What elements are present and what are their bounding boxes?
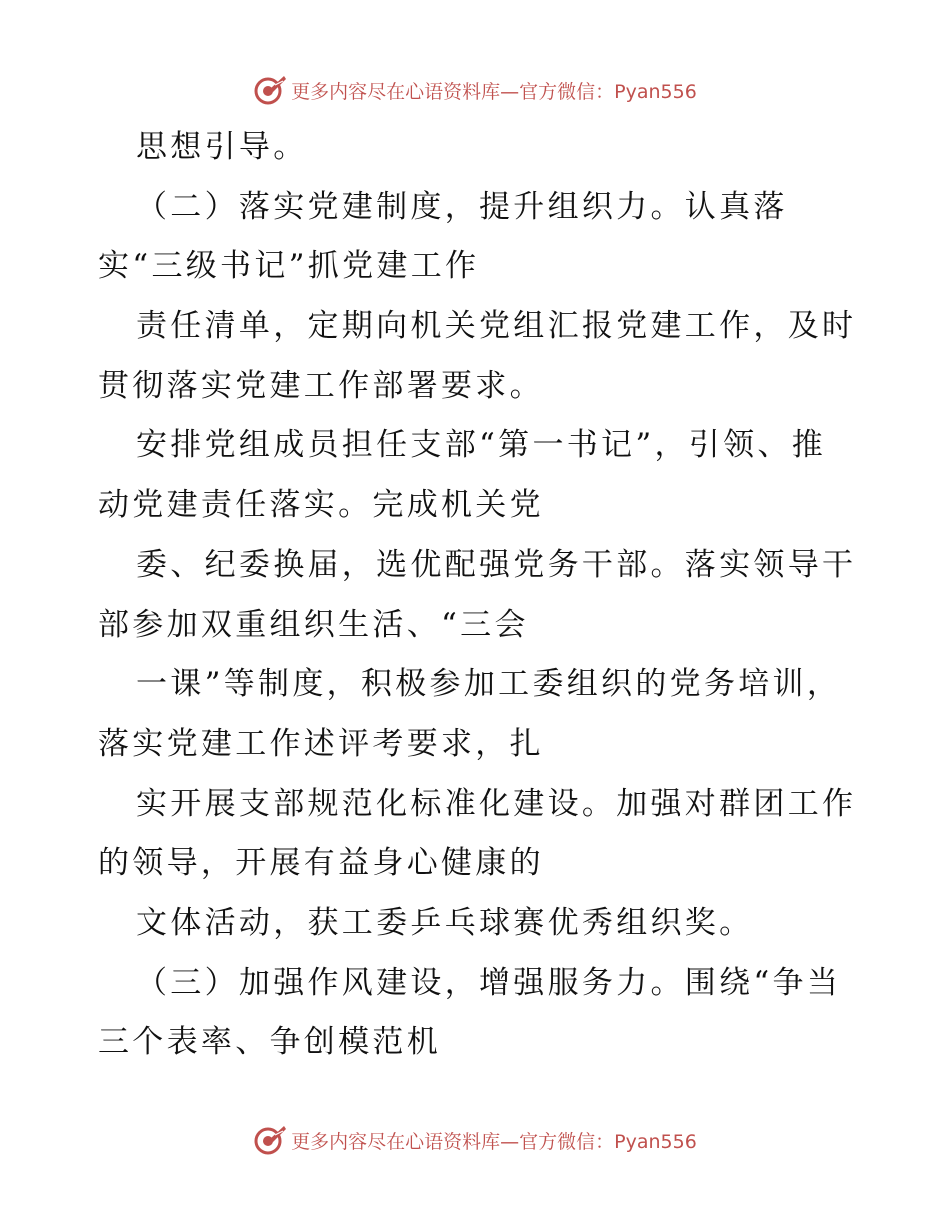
- paragraph-line: 委、纪委换届，选优配强党务干部。落实领导干: [136, 546, 857, 583]
- paragraph-line: 落实党建工作述评考要求，扎: [98, 725, 544, 762]
- footer-banner: [0, 1120, 950, 1160]
- paragraph-line: 动党建责任落实。完成机关党: [98, 487, 544, 524]
- paragraph-line: （三）加强作风建设，增强服务力。围绕“争当: [136, 964, 842, 1001]
- paragraph-line: 责任清单，定期向机关党组汇报党建工作，及时: [136, 308, 857, 345]
- header-banner: [0, 70, 950, 110]
- paragraph-line: 部参加双重组织生活、“三会: [98, 606, 529, 643]
- document-body: [98, 126, 858, 1081]
- pen-nib-circle-icon: [253, 1123, 287, 1157]
- header-banner-text: 更多内容尽在心语资料库—官方微信：Pyan556: [291, 80, 697, 103]
- paragraph-line: 安排党组成员担任支部“第一书记”，引领、推: [136, 427, 826, 464]
- paragraph-line: 思想引导。: [136, 129, 308, 165]
- paragraph-line: 一课”等制度，积极参加工委组织的党务培训，: [136, 666, 842, 703]
- pen-nib-circle-icon: [253, 73, 287, 107]
- paragraph-line: 实“三级书记”抓党建工作: [98, 248, 480, 285]
- paragraph-line: 三个表率、争创模范机: [98, 1024, 441, 1061]
- paragraph-line: 贯彻落实党建工作部署要求。: [98, 367, 544, 404]
- footer-banner-text: 更多内容尽在心语资料库—官方微信：Pyan556: [291, 1130, 697, 1153]
- paragraph-line: 的领导，开展有益身心健康的: [98, 845, 544, 882]
- paragraph-line: 实开展支部规范化标准化建设。加强对群团工作: [136, 785, 857, 822]
- paragraph-line: 文体活动，获工委乒乓球赛优秀组织奖。: [136, 904, 754, 941]
- paragraph-line: （二）落实党建制度，提升组织力。认真落: [136, 188, 788, 225]
